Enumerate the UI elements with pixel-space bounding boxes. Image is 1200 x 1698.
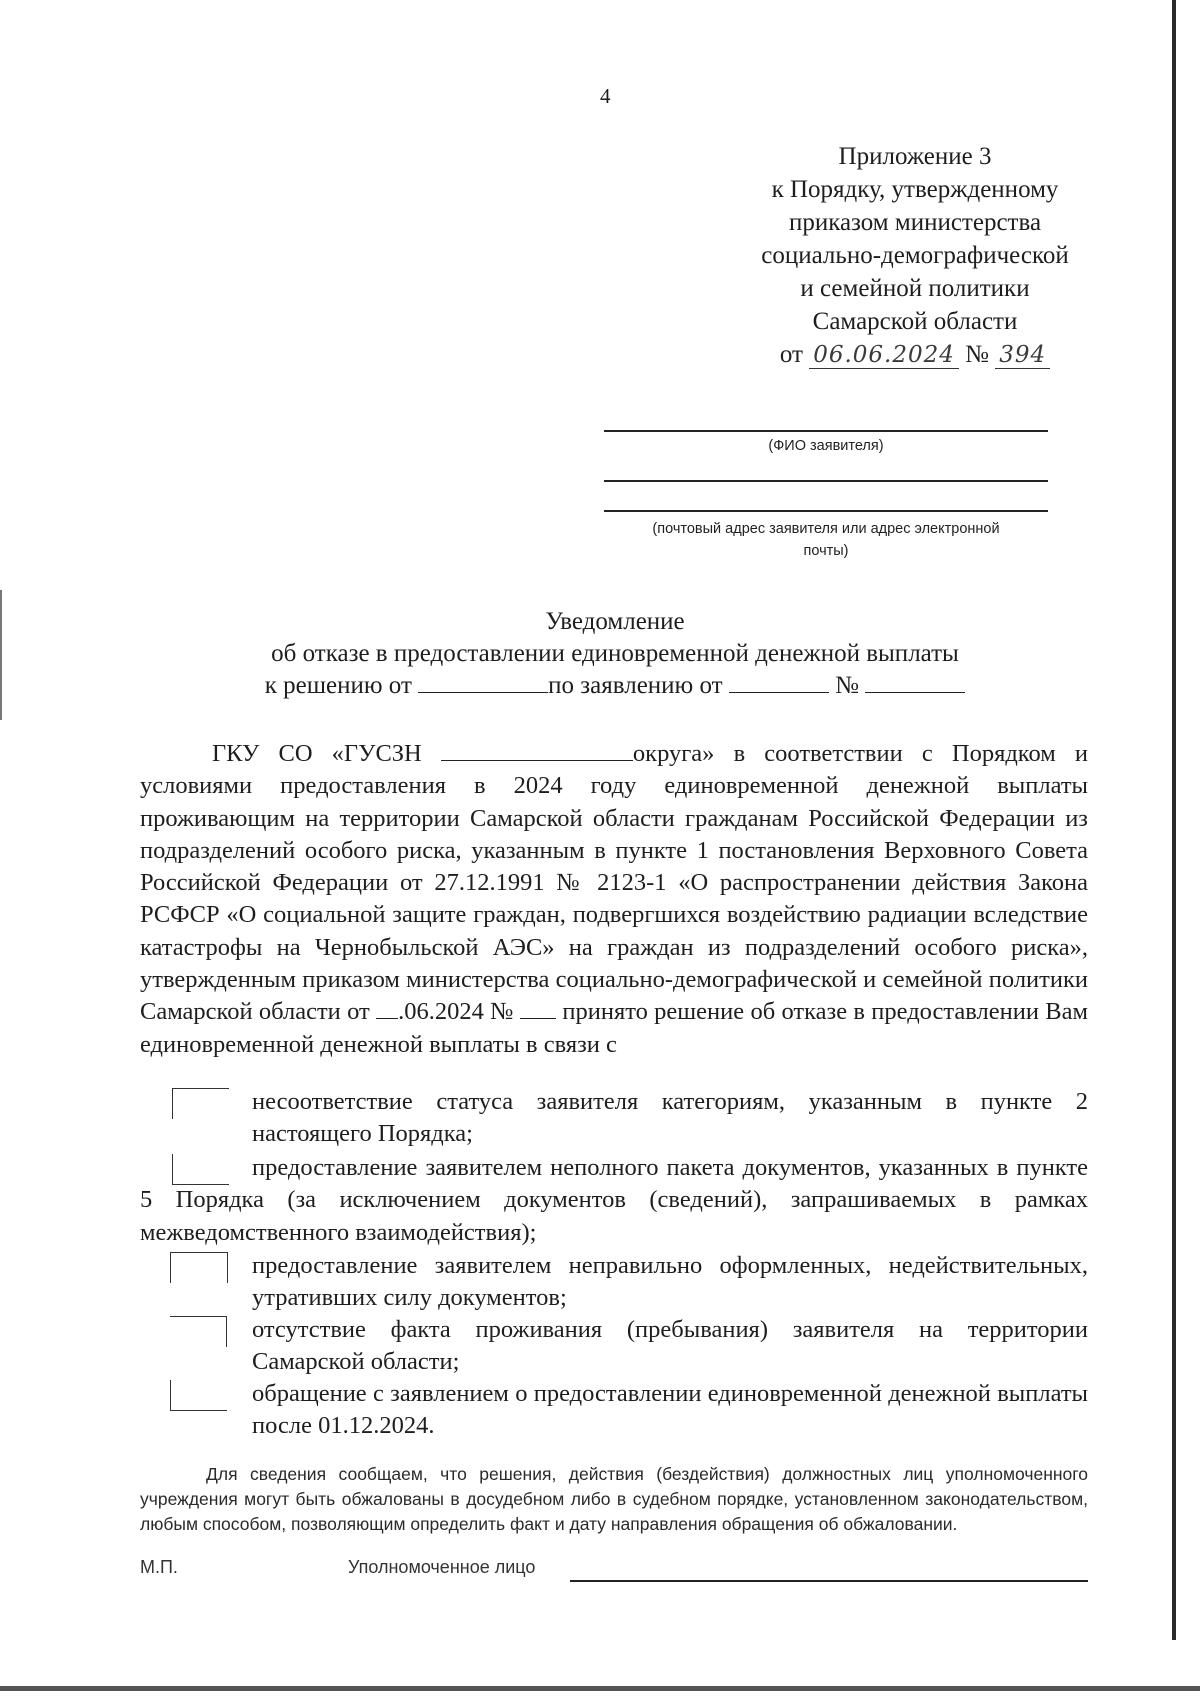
handwritten-date: 06.06.2024 — [809, 342, 959, 369]
reason-option — [140, 1086, 1088, 1151]
application-date-label: по заявлению от — [548, 672, 723, 699]
reason-text: предоставление заявителем неправильно оформленных, недействительных, утративших силу документов; — [252, 1252, 1088, 1312]
number-prefix: № — [965, 341, 989, 368]
reason-checkbox[interactable] — [170, 1380, 227, 1411]
annex-line: Приложение 3 — [838, 143, 992, 170]
body-lead: ГКУ СО «ГУСЗН — [212, 740, 422, 767]
district-blank — [441, 742, 633, 761]
reason-text: предоставление заявителем неполного пакета документов, указанных в пункте 5 Порядка (за исключением документов (сведений), запрашиваемых в рамках межведомственного взаимодействия); — [140, 1154, 1088, 1246]
title-decision-line — [180, 670, 1050, 702]
body-main: округа» в соответствии с Порядком и условиями предоставления в 2024 году единовременной денежной выплаты проживающим на территории Самарской области гражданам Российской Федерации из подразделений особого риска, указанным в пункте 1 постановления Верховного Совета Российской Федерации от 27.12.1991 № 2123-1 «О распространении действия Закона РСФСР «О социальной защите граждан, подвергшихся воздействию радиации вследствие катастрофы на Чернобыльской АЭС» на граждан из подразделений особого риска», утвержденным приказом министерства социально-демографической и семейной политики Самарской области от — [140, 740, 1089, 1026]
fio-line — [604, 430, 1048, 432]
decision-date-blank — [418, 674, 548, 693]
notice-body — [140, 738, 1088, 1061]
address-caption — [604, 518, 1048, 562]
reason-checkbox[interactable] — [170, 1316, 227, 1347]
body-date: .06.2024 № — [398, 998, 514, 1026]
address-line-2 — [604, 510, 1048, 512]
decision-date-label: к решению от — [264, 672, 412, 699]
reason-text: обращение с заявлением о предоставлении единовременной денежной выплаты после 01.12.2024. — [252, 1380, 1088, 1440]
reason-option — [140, 1314, 1088, 1379]
application-number-label: № — [835, 672, 859, 699]
body-tail: принято решение об отказе в предоставлении Вам единовременной денежной выплаты в связи с — [140, 998, 1089, 1058]
scan-edge-bottom — [0, 1686, 1200, 1691]
scan-edge — [1172, 0, 1176, 1640]
annex-line: и семейной политики — [800, 275, 1030, 302]
application-date-blank — [729, 674, 829, 693]
address-caption-line: почты) — [803, 543, 849, 559]
handwritten-number: 394 — [995, 342, 1050, 369]
reason-checkbox[interactable] — [170, 1252, 228, 1283]
address-caption-line: (почтовый адрес заявителя или адрес электронной — [652, 521, 1000, 537]
reason-checkbox[interactable] — [172, 1154, 229, 1185]
annex-header — [720, 140, 1110, 372]
order-day-blank — [376, 1000, 398, 1019]
annex-date-line — [720, 338, 1110, 372]
reason-option — [140, 1152, 1088, 1249]
notice-title — [180, 606, 1050, 702]
annex-line: Самарской области — [812, 308, 1018, 335]
date-prefix: от — [779, 341, 803, 368]
address-line-1 — [604, 480, 1048, 482]
application-number-blank — [865, 674, 965, 693]
authorized-person-label: Уполномоченное лицо — [348, 1557, 536, 1577]
reason-option — [140, 1250, 1088, 1315]
reason-text: отсутствие факта проживания (пребывания) заявителя на территории Самарской области; — [252, 1316, 1088, 1376]
title-main: Уведомление — [545, 608, 685, 635]
reason-option — [140, 1378, 1088, 1443]
page-number: 4 — [600, 84, 611, 108]
fio-caption: (ФИО заявителя) — [768, 438, 884, 454]
signature-line — [570, 1580, 1088, 1582]
annex-line: к Порядку, утвержденному — [771, 176, 1059, 203]
reason-checkbox[interactable] — [172, 1088, 229, 1119]
scan-mark — [0, 590, 2, 720]
order-number-blank — [520, 1000, 556, 1019]
title-subject: об отказе в предоставлении единовременной денежной выплаты — [271, 640, 959, 667]
stamp-place: М.П. — [140, 1557, 178, 1577]
reason-text: несоответствие статуса заявителя категориям, указанным в пункте 2 настоящего Порядка; — [252, 1088, 1088, 1148]
annex-line: приказом министерства — [788, 209, 1042, 236]
annex-line: социально-демографической — [761, 242, 1069, 269]
appeal-notice: Для сведения сообщаем, что решения, действия (бездействия) должностных лиц уполномоченного учреждения могут быть обжалованы в досудебном либо в судебном порядке, установленном законодательством, любым способом, позволяющим определить факт и дату направления обращения об обжаловании. — [140, 1464, 1088, 1534]
